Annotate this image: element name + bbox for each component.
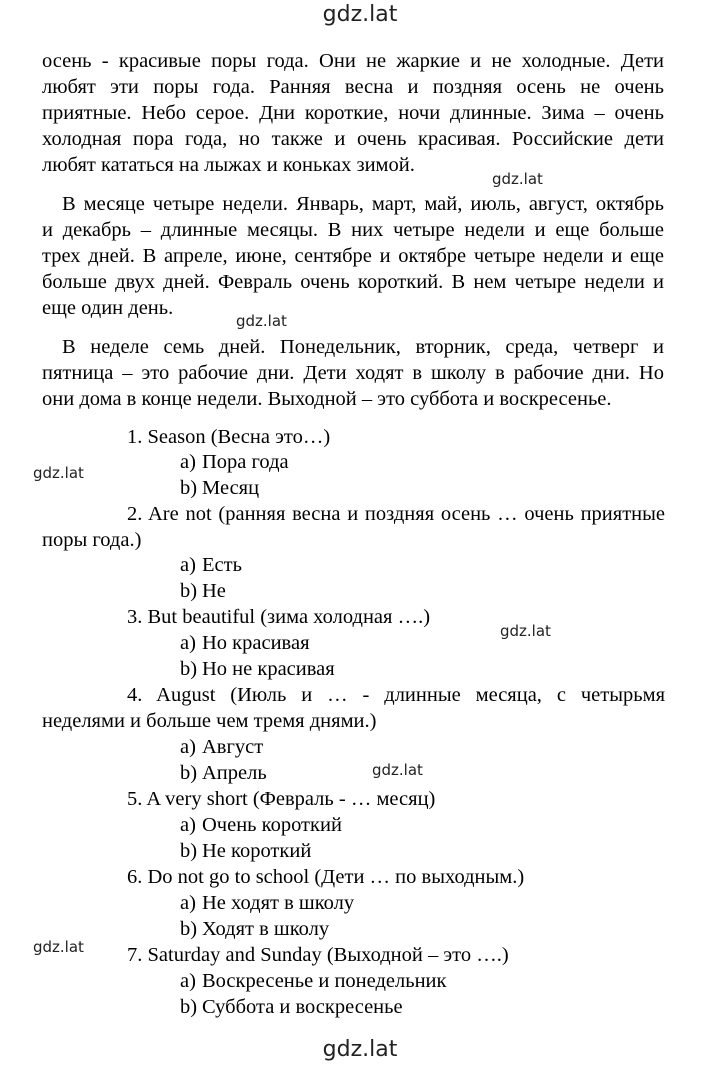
text-line: приятные. Небо серое. Дни короткие, ночи длинные. Зима – очень bbox=[42, 102, 664, 124]
text-line: они дома в конце недели. Выходной – это суббота и воскресенье. bbox=[42, 388, 612, 410]
option-letter: b) bbox=[180, 840, 198, 862]
option-4b bbox=[180, 760, 267, 786]
question-6: 6. Do not go to school (Дети … по выходным.) bbox=[127, 866, 525, 888]
question-2-continued: поры года.) bbox=[42, 529, 142, 551]
option-text: Не bbox=[202, 580, 226, 602]
text-line: пятница – это рабочие дни. Дети ходят в школу в рабочие дни. Но bbox=[42, 362, 664, 384]
option-text: Ходят в школу bbox=[202, 918, 330, 940]
option-text: Суббота и воскресенье bbox=[202, 996, 403, 1018]
option-1a bbox=[180, 449, 289, 475]
question-2: 2. Are not (ранняя весна и поздняя осень … очень приятные bbox=[127, 503, 665, 525]
option-text: Пора года bbox=[202, 451, 289, 473]
option-5b bbox=[180, 838, 311, 864]
option-text: Август bbox=[202, 736, 264, 758]
paragraph-seasons bbox=[42, 48, 664, 178]
watermark: gdz.lat bbox=[492, 170, 543, 188]
paragraph-week bbox=[42, 334, 664, 412]
option-3b bbox=[180, 656, 335, 682]
watermark: gdz.lat bbox=[236, 312, 287, 330]
option-letter: b) bbox=[180, 477, 198, 499]
option-4a bbox=[180, 734, 263, 760]
paragraph-months bbox=[42, 191, 664, 321]
option-letter: a) bbox=[180, 554, 196, 576]
option-text: Но не красивая bbox=[202, 658, 335, 680]
option-letter: b) bbox=[180, 580, 198, 602]
option-letter: a) bbox=[180, 814, 196, 836]
option-text: Воскресенье и понедельник bbox=[202, 970, 447, 992]
text-line: любят эти поры года. Ранняя весна и поздняя осень не очень bbox=[42, 76, 664, 98]
option-5a bbox=[180, 812, 342, 838]
option-letter: a) bbox=[180, 632, 196, 654]
text-line: осень - красивые поры года. Они не жаркие и не холодные. Дети bbox=[42, 50, 664, 72]
option-1b bbox=[180, 475, 259, 501]
text-line: холодная пора года, но также и очень красивая. Российские дети bbox=[42, 128, 664, 150]
option-text: Месяц bbox=[202, 477, 260, 499]
watermark-top: gdz.lat bbox=[322, 2, 398, 27]
option-letter: b) bbox=[180, 658, 198, 680]
option-letter: b) bbox=[180, 762, 198, 784]
text-line: и декабрь – длинные месяцы. В них четыре недели и еще больше bbox=[42, 219, 664, 241]
text-line: трех дней. В апреле, июне, сентябре и октябре четыре недели и еще bbox=[42, 245, 664, 267]
option-7b bbox=[180, 994, 403, 1020]
option-2a bbox=[180, 552, 242, 578]
option-letter: a) bbox=[180, 970, 196, 992]
question-3: 3. But beautiful (зима холодная ….) bbox=[127, 606, 431, 628]
option-text: Очень короткий bbox=[202, 814, 342, 836]
question-4: 4. August (Июль и … - длинные месяца, с четырьмя bbox=[127, 684, 665, 706]
option-text: Есть bbox=[202, 554, 242, 576]
text-line: В месяце четыре недели. Январь, март, май, июль, август, октябрь bbox=[62, 193, 664, 215]
option-letter: a) bbox=[180, 451, 196, 473]
option-3a bbox=[180, 630, 310, 656]
question-7: 7. Saturday and Sunday (Выходной – это ….) bbox=[127, 944, 509, 966]
option-text: Апрель bbox=[202, 762, 267, 784]
question-1: 1. Season (Весна это…) bbox=[127, 426, 331, 448]
option-letter: a) bbox=[180, 892, 196, 914]
watermark: gdz.lat bbox=[500, 622, 551, 640]
option-letter: b) bbox=[180, 996, 198, 1018]
question-4-continued: неделями и больше чем тремя днями.) bbox=[42, 710, 377, 732]
option-7a bbox=[180, 968, 446, 994]
question-5: 5. A very short (Февраль - … месяц) bbox=[127, 788, 436, 810]
option-6a bbox=[180, 890, 354, 916]
text-line: В неделе семь дней. Понедельник, вторник, среда, четверг и bbox=[62, 336, 664, 358]
option-2b bbox=[180, 578, 226, 604]
text-line: больше двух дней. Февраль очень короткий. В нем четыре недели и bbox=[42, 271, 664, 293]
text-line: еще один день. bbox=[42, 297, 174, 319]
option-text: Но красивая bbox=[202, 632, 310, 654]
option-letter: a) bbox=[180, 736, 196, 758]
option-text: Не ходят в школу bbox=[202, 892, 355, 914]
text-line: любят кататься на лыжах и коньках зимой. bbox=[42, 154, 415, 176]
watermark: gdz.lat bbox=[33, 938, 84, 956]
option-letter: b) bbox=[180, 918, 198, 940]
option-6b bbox=[180, 916, 329, 942]
watermark-bottom: gdz.lat bbox=[322, 1037, 398, 1062]
watermark: gdz.lat bbox=[372, 761, 423, 779]
watermark: gdz.lat bbox=[33, 464, 84, 482]
option-text: Не короткий bbox=[202, 840, 312, 862]
